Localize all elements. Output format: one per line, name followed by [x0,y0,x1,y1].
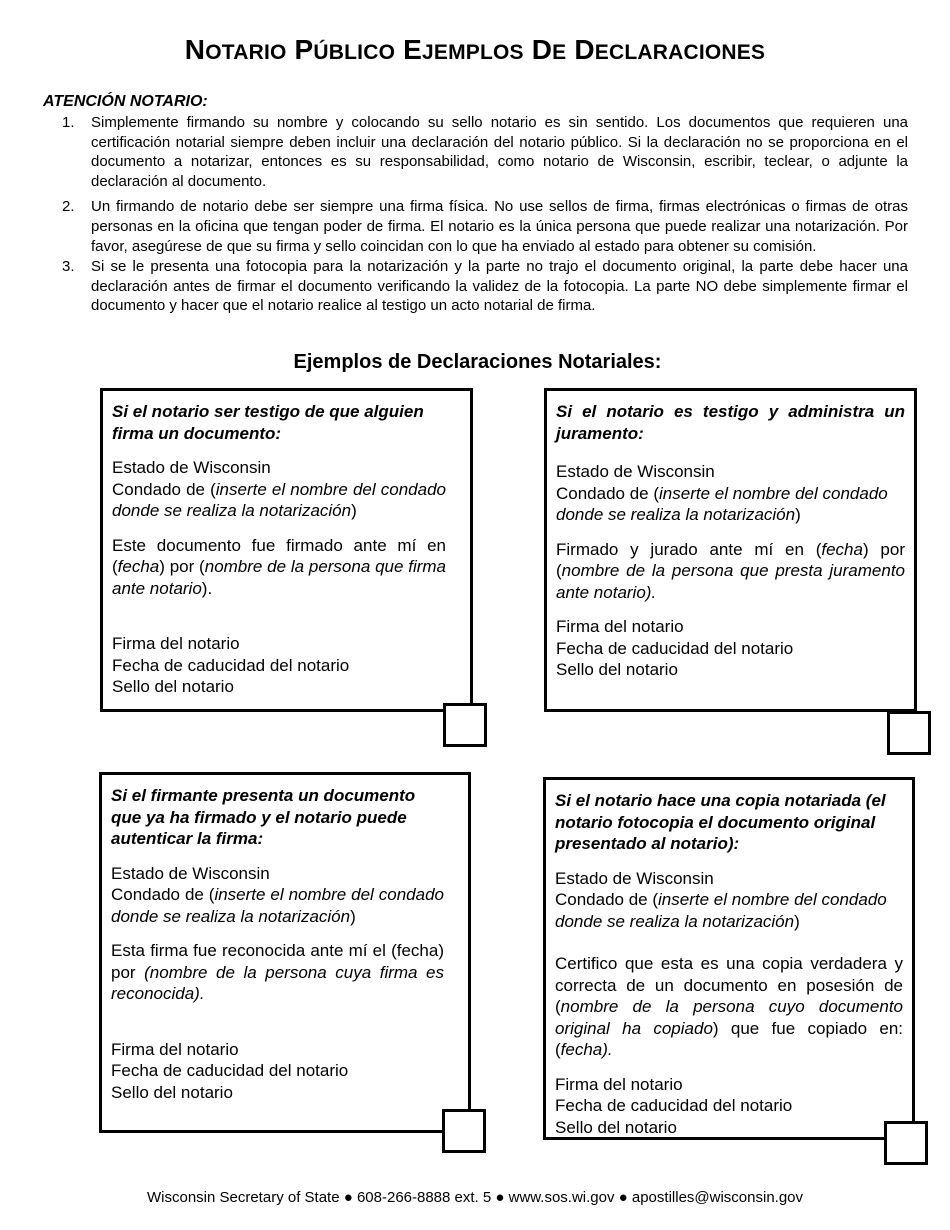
footer-contact: Wisconsin Secretary of State ● 608-266-8888 ext. 5 ● www.sos.wi.gov ● apostilles@wisconsin.gov [146,1189,804,1206]
notary-expiration-line: Fecha de caducidad del notario [111,1061,349,1080]
section-heading: Ejemplos de Declaraciones Notariales: [293,351,662,373]
county-line: Condado de (inserte el nombre del condado donde se realiza la notarización) [555,890,887,931]
statement-text: Esta firma fue reconocida ante mí el (fecha) por (nombre de la persona cuya firma es reconocida). [111,941,445,1003]
county-line: Condado de (inserte el nombre del condado donde se realiza la notarización) [556,483,888,524]
oath-box [544,388,917,712]
seal-placeholder-icon [442,1109,486,1153]
attention-heading: ATENCIÓN NOTARIO: [43,93,208,110]
note-text: Un firmando de notario debe ser siempre una firma física. No use sellos de firma, firmas electrónicas o firmas de otras personas en la oficina que tengan poder de firma. El notario es la única persona que puede realizar una notarización. Por favor, asegúrese de que su firma y sello coincidan con lo que ha enviado al estado para obtener su comisión. [91,198,908,255]
notary-seal-line: Sello del notario [112,677,234,696]
notary-seal-line: Sello del notario [556,660,678,679]
note-text: Simplemente firmando su nombre y colocando su sello notario es sin sentido. Los documentos que requieren una certificación notarial siempre deben incluir una declaración del notario público. Si la declaración no se proporciona en el documento a notarizar, entonces es su responsabilidad, como notario de Wisconsin, escribir, teclear, o adjunte la declaración al documento. [91,114,908,190]
county-line: Condado de (inserte el nombre del condado donde se realiza la notarización) [112,479,446,520]
notary-expiration-line: Fecha de caducidad del notario [112,655,350,675]
list-item: 1. Simplemente firmando su nombre y colocando su sello notario es sin sentido. Los documentos que requieren una certificación notarial siempre deben incluir una declaración del notario público. Si la declaración no se proporciona en el documento a notarizar, entonces es su responsabilidad, como notario de Wisconsin, escribir, teclear, o adjunte la declaración al documento. [62,114,908,190]
notary-seal-line: Sello del notario [111,1082,233,1102]
notary-expiration-line: Fecha de caducidad del notario [556,638,794,658]
state-line: Estado de Wisconsin [556,462,715,481]
state-line: Estado de Wisconsin [555,868,714,888]
state-line: Estado de Wisconsin [111,863,270,883]
statement-text: Firmado y jurado ante mí en (fecha) por (nombre de la persona que presta juramento ante notario). [556,539,905,602]
box-heading: Si el firmante presenta un documento que ya ha firmado y el notario puede autenticar la firma: [111,786,416,848]
statement-text: Este documento fue firmado ante mí en (fecha) por (nombre de la persona que firma ante notario). [112,535,446,598]
note-text: Si se le presenta una fotocopia para la notarización y la parte no trajo el documento original, la parte debe hacer una declaración antes de firmar el documento verificando la validez de la fotocopia. La parte NO debe simplemente firmar el documento y hacer que el notario realice al testigo un acto notarial de firma. [91,258,908,315]
witness-signature-box [100,388,473,712]
notary-signature-line: Firma del notario [555,1074,683,1094]
notary-signature-line: Firma del notario [111,1039,239,1059]
statement-text: Certifico que esta es una copia verdadera y correcta de un documento en posesión de (nombre de la persona cuyo documento original ha copiado) que fue copiado en: (fecha). [555,954,904,1059]
box-heading: Si el notario hace una copia notariada (el notario fotocopia el documento original presentado al notario): [555,791,886,853]
county-line: Condado de (inserte el nombre del condado donde se realiza la notarización) [111,885,444,926]
notary-seal-line: Sello del notario [555,1117,677,1137]
notary-signature-line: Firma del notario [112,634,240,653]
notary-notes-list [62,113,908,316]
seal-placeholder-icon [443,703,487,747]
list-item: 2. Un firmando de notario debe ser siempre una firma física. No use sellos de firma, firmas electrónicas o firmas de otras personas en la oficina que tengan poder de firma. El notario es la única persona que puede realizar una notarización. Por favor, asegúrese de que su firma y sello coincidan con lo que ha enviado al estado para obtener su comisión. [62,198,908,255]
seal-placeholder-icon [884,1121,928,1165]
state-line: Estado de Wisconsin [112,458,271,477]
page-title: NOTARIO PÚBLICO EJEMPLOS DE DECLARACIONES [184,34,766,65]
box-heading: Si el notario es testigo y administra un juramento: [556,402,905,443]
box-heading: Si el notario ser testigo de que alguien firma un documento: [112,402,424,443]
notary-signature-line: Firma del notario [556,617,684,636]
acknowledgment-box [99,772,471,1133]
notarized-copy-box [543,777,915,1140]
list-item: 3. Si se le presenta una fotocopia para la notarización y la parte no trajo el documento original, la parte debe hacer una declaración antes de firmar el documento verificando la validez de la fotocopia. La parte NO debe simplemente firmar el documento y hacer que el notario realice al testigo un acto notarial de firma. [62,258,908,315]
seal-placeholder-icon [887,711,931,755]
notary-expiration-line: Fecha de caducidad del notario [555,1096,793,1115]
